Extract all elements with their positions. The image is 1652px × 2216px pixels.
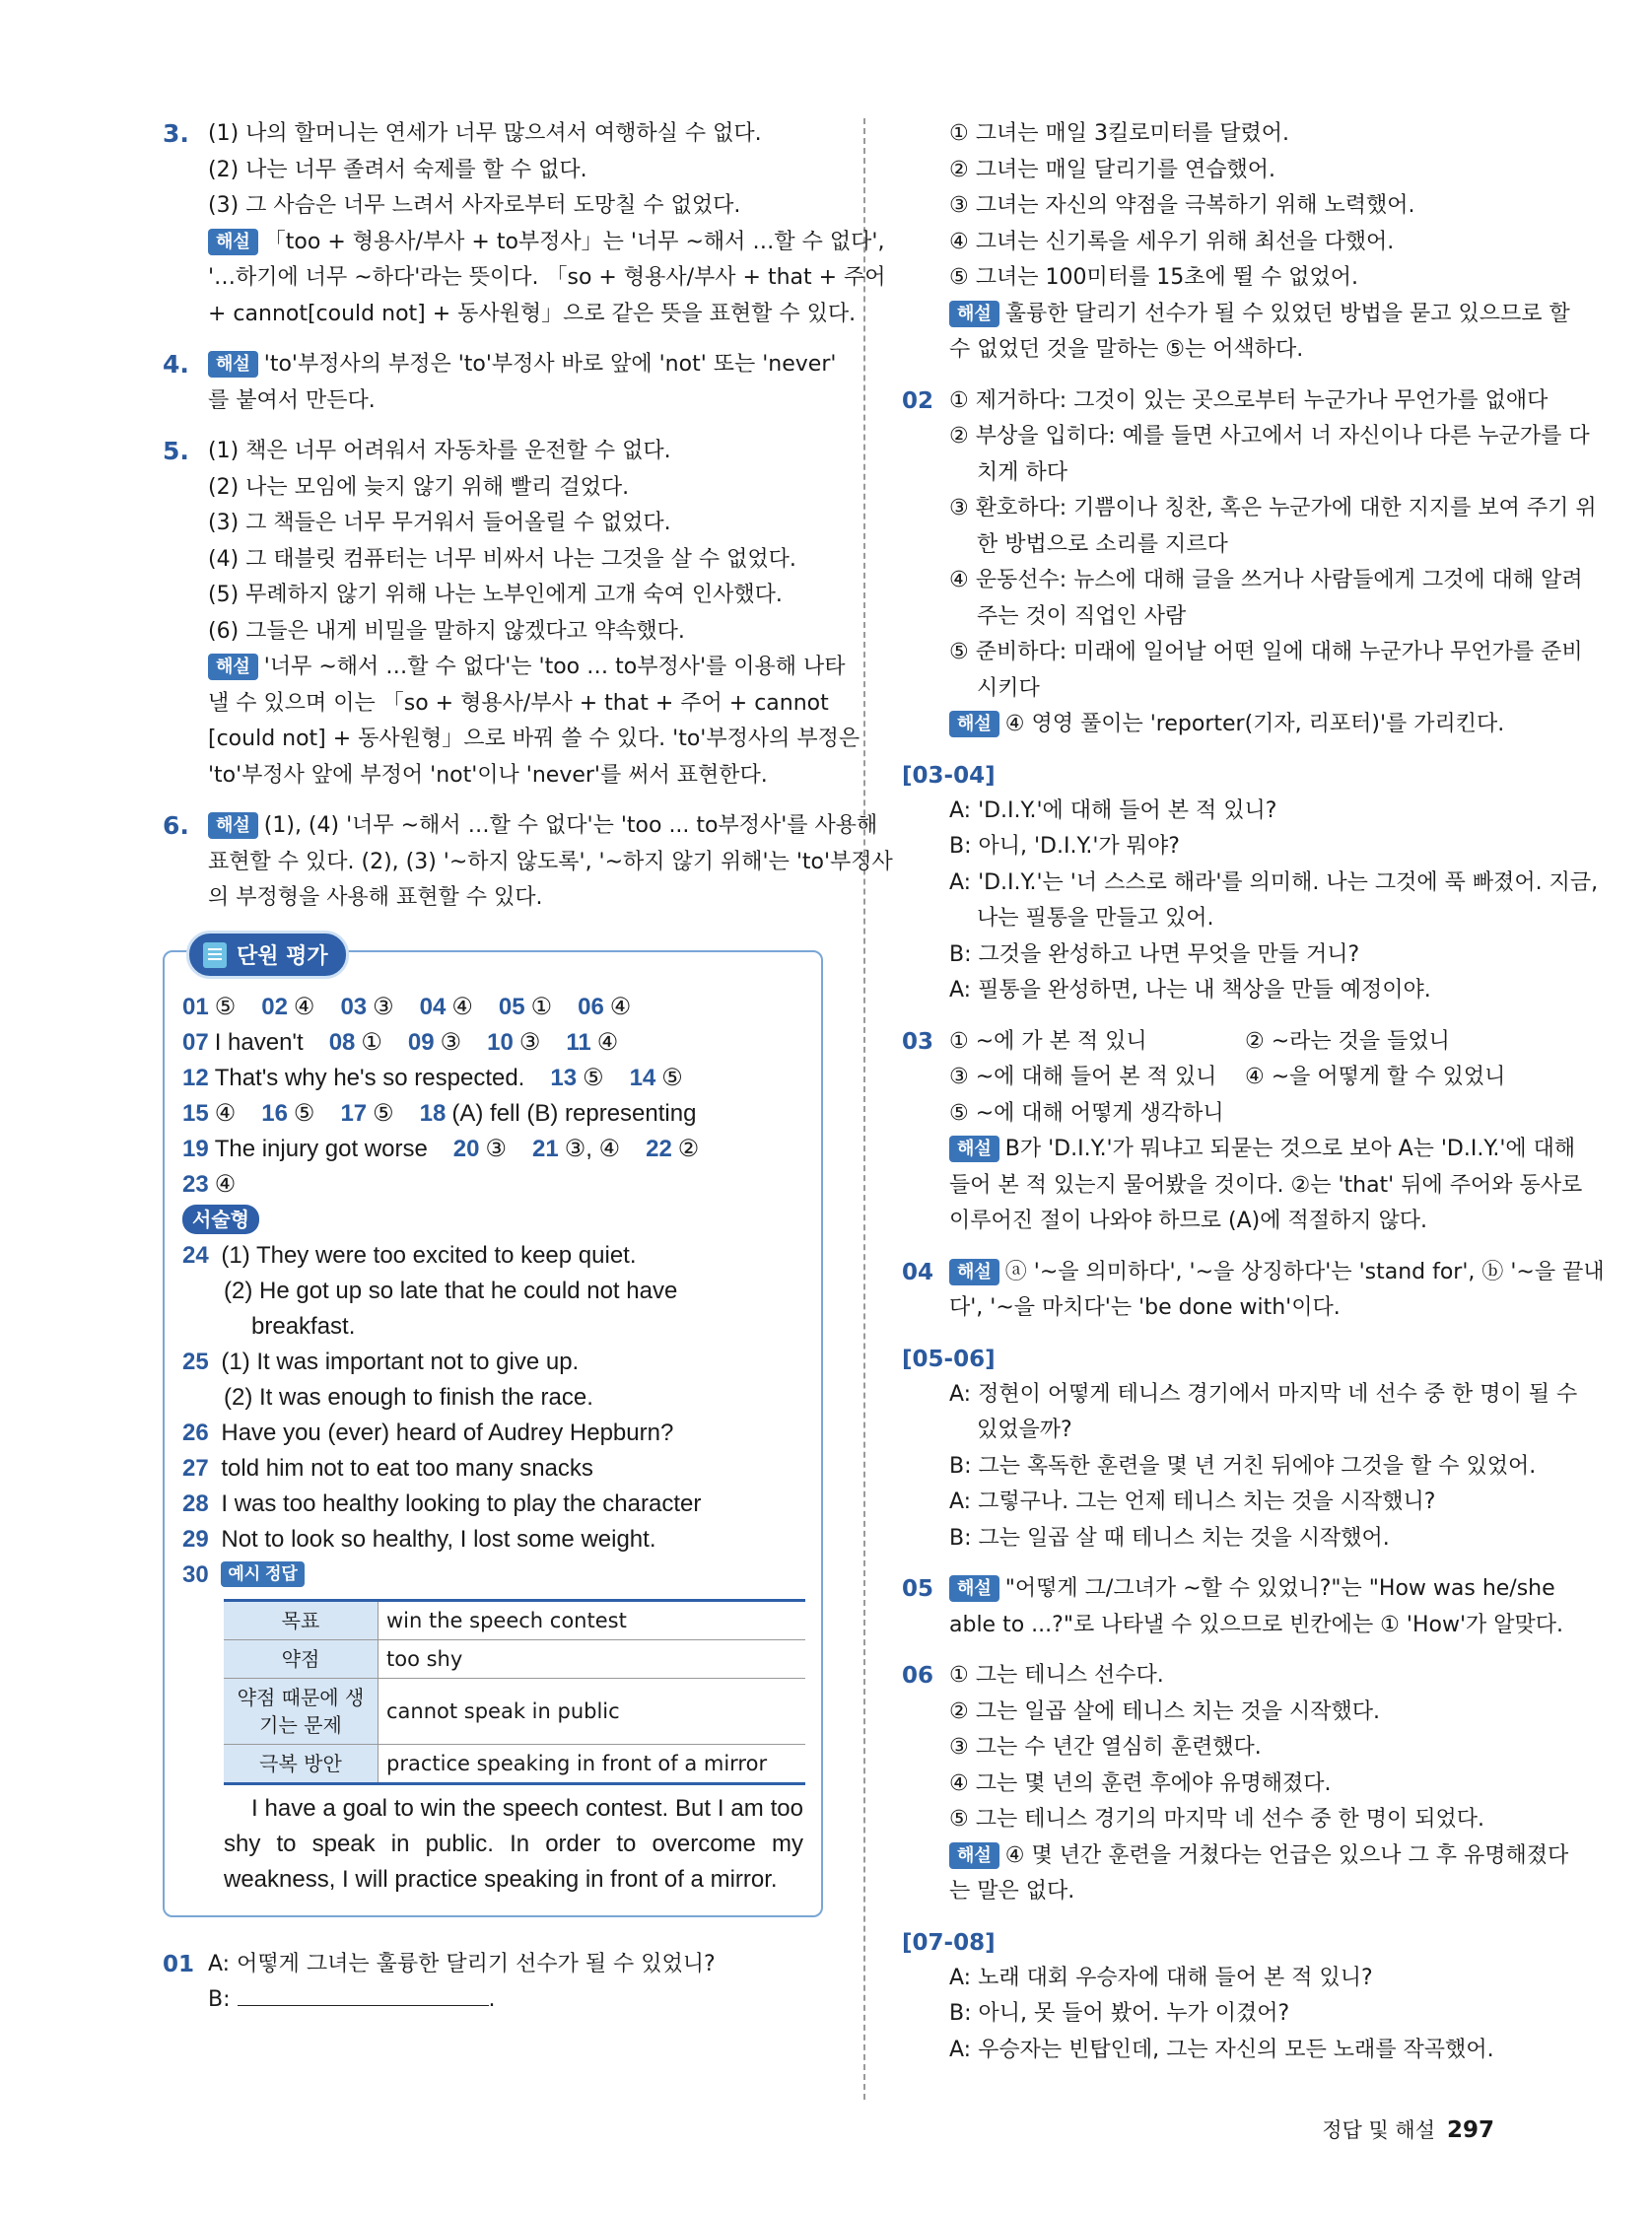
- answer-number: 06: [578, 993, 604, 1020]
- answer-number: 17: [340, 1099, 368, 1127]
- explanation-text: 「too + 형용사/부사 + to부정사」는 '너무 ~해서 …할 수 없다',: [263, 229, 885, 254]
- option: ④ 그는 몇 년의 훈련 후에야 유명해졌다.: [949, 1770, 1332, 1796]
- explanation-badge: 해설: [208, 351, 258, 378]
- answer-number: 08: [328, 1028, 356, 1056]
- answer-value: I haven't: [214, 1028, 304, 1056]
- answer-28: 28 I was too healthy looking to play the character: [182, 1489, 702, 1517]
- question-number: 04: [902, 1259, 934, 1285]
- answer-number: 04: [419, 993, 447, 1020]
- explanation-text: 표현할 수 있다. (2), (3) '~하지 않도록', '~하지 않기 위해'는 'to'부정사: [208, 849, 893, 874]
- option: ① ~에 가 본 적 있니: [949, 1028, 1147, 1054]
- dialog-line: 나는 필통을 만들고 있어.: [977, 906, 1214, 931]
- answer-number: 02: [261, 993, 288, 1020]
- explanation-badge: 해설: [949, 1575, 999, 1602]
- explanation-text: ⓐ '~을 의미하다', '~을 상징하다'는 'stand for', ⓑ '~을 끝내: [1004, 1259, 1605, 1284]
- answer-30: 30 예시 정답: [182, 1558, 803, 1593]
- option: ⑤ 준비하다: 미래에 일어날 어떤 일에 대해 누군가나 무언가를 준비: [949, 640, 1583, 664]
- answer-value: ⑤: [583, 1064, 604, 1091]
- answer-line: (6) 그들은 내게 비밀을 말하지 않겠다고 약속했다.: [208, 618, 685, 644]
- answer-27: 27 told him not to eat too many snacks: [182, 1454, 593, 1482]
- goal-table: [224, 1599, 805, 1785]
- answer-value: ⑤: [293, 1099, 315, 1127]
- dialog-line: B: 아니, 못 들어 봤어. 누가 이겼어?: [949, 2001, 1290, 2026]
- essay-label: 서술형: [182, 1205, 259, 1234]
- footer-label: 정답 및 해설: [1322, 2118, 1435, 2142]
- dialog-line: A: 'D.I.Y.'는 '너 스스로 해라'를 의미해. 나는 그것에 푹 빠졌어. 지금,: [949, 869, 1599, 895]
- question-01-options: [902, 116, 1572, 369]
- option: ③ 그녀는 자신의 약점을 극복하기 위해 노력했어.: [949, 193, 1415, 218]
- explanation-text: [could not] + 동사원형」으로 바꿔 쓸 수 있다. 'to'부정사의 부정은: [208, 727, 860, 751]
- explanation-text: 수 없었던 것을 말하는 ⑤는 어색하다.: [949, 337, 1304, 362]
- question-number: 6.: [163, 811, 189, 840]
- option: ③ 환호하다: 기쁨이나 칭찬, 혹은 누군가에 대한 지지를 보여 주기 위: [949, 496, 1597, 520]
- dialog-line: A: 필통을 완성하면, 나는 내 책상을 만들 예정이야.: [949, 978, 1431, 1003]
- answer-line: (1) 책은 너무 어려워서 자동차를 운전할 수 없다.: [208, 439, 671, 463]
- answer-line: (3) 그 책들은 너무 무거워서 들어올릴 수 없었다.: [208, 511, 671, 535]
- dialog-line: B: 그것을 완성하고 나면 무엇을 만들 거니?: [949, 941, 1360, 967]
- explanation-text: + cannot[could not] + 동사원형」으로 같은 뜻을 표현할 수 있다.: [208, 301, 857, 326]
- answer-number: 09: [407, 1028, 435, 1056]
- answer-25: 25 (1) It was important not to give up.: [182, 1348, 580, 1375]
- answer-line: (1) 나의 할머니는 연세가 너무 많으셔서 여행하실 수 없다.: [208, 121, 762, 146]
- option: ① 그녀는 매일 3킬로미터를 달렸어.: [949, 121, 1289, 146]
- dialog-07-08: [902, 1925, 1572, 2069]
- section-head: [03-04]: [902, 762, 996, 789]
- option: ② 그녀는 매일 달리기를 연습했어.: [949, 157, 1275, 182]
- answer-value: ③, ④: [564, 1135, 621, 1162]
- example-answer-badge: 예시 정답: [221, 1561, 304, 1587]
- question-04: [902, 1255, 1605, 1327]
- dialog-line: A: 어떻게 그녀는 훌륭한 달리기 선수가 될 수 있었니?: [208, 1951, 716, 1976]
- answer-row: [182, 1061, 803, 1096]
- answer-number: 10: [487, 1028, 514, 1056]
- option: ② 그는 일곱 살에 테니스 치는 것을 시작했다.: [949, 1698, 1380, 1724]
- question-6: [163, 808, 893, 917]
- question-06: [902, 1658, 1572, 1910]
- explanation-text: ④ 몇 년간 훈련을 거쳤다는 언급은 있으나 그 후 유명해졌다: [1004, 1842, 1569, 1868]
- answer-value: ②: [677, 1135, 700, 1162]
- explanation-text: 의 부정형을 사용해 표현할 수 있다.: [208, 885, 543, 910]
- table-row: 극복 방안 practice speaking in front of a mirror: [224, 1744, 805, 1783]
- right-column: [902, 116, 1605, 2083]
- unit-evaluation-box: [163, 943, 823, 1917]
- answer-row: [182, 990, 803, 1025]
- answer-number: 05: [498, 993, 525, 1020]
- dialog-line: A: 정현이 어떻게 테니스 경기에서 마지막 네 선수 중 한 명이 될 수: [949, 1381, 1578, 1407]
- answer-value: ③: [485, 1135, 508, 1162]
- answer-key: [182, 990, 803, 1203]
- option: ④ 그녀는 신기록을 세우기 위해 최선을 다했어.: [949, 229, 1395, 254]
- answer-value: (A) fell (B) representing: [451, 1099, 697, 1127]
- answer-value: ①: [530, 993, 553, 1020]
- table-row: 약점 too shy: [224, 1639, 805, 1678]
- explanation-text: 는 말은 없다.: [949, 1879, 1075, 1904]
- answer-number: 20: [452, 1135, 480, 1162]
- answer-value: ⑤: [661, 1064, 683, 1091]
- question-4: [163, 347, 837, 419]
- explanation-text: 다', '~을 마치다'는 'be done with'이다.: [949, 1295, 1341, 1320]
- example-paragraph: I have a goal to win the speech contest. But I am too shy to speak in public. In order to overcome my weakness, I will practice speaking in front of a mirror.: [224, 1794, 803, 1893]
- answer-value: ③: [440, 1028, 462, 1056]
- answer-value: That's why he's so respected.: [214, 1064, 525, 1091]
- dialog-05-06: [902, 1342, 1578, 1558]
- answer-value: The injury got worse: [214, 1135, 428, 1162]
- answer-number: 11: [566, 1028, 591, 1056]
- answer-value: ④: [609, 993, 632, 1020]
- explanation-badge: 해설: [949, 711, 999, 737]
- explanation-text: "어떻게 그/그녀가 ~할 수 있었니?"는 "How was he/she: [1004, 1576, 1555, 1601]
- answer-number: 23: [182, 1170, 209, 1198]
- question-5: [163, 434, 860, 794]
- answer-24: 24 (1) They were too excited to keep quiet.: [182, 1241, 637, 1269]
- explanation-badge: 해설: [208, 812, 258, 839]
- explanation-badge: 해설: [208, 654, 258, 680]
- answer-line: (2) 나는 모임에 늦지 않기 위해 빨리 걸었다.: [208, 474, 630, 500]
- column-divider: [863, 118, 865, 2100]
- explanation-badge: 해설: [208, 229, 258, 255]
- question-number: 06: [902, 1663, 934, 1689]
- option-cont: 한 방법으로 소리를 지르다: [977, 531, 1228, 557]
- answer-value: ⑤: [373, 1099, 394, 1127]
- answer-number: 12: [182, 1064, 209, 1091]
- explanation-text: '…하기에 너무 ~하다'라는 뜻이다. 「so + 형용사/부사 + that + 주어: [208, 265, 886, 290]
- left-column: [163, 116, 893, 2034]
- option: ④ 운동선수: 뉴스에 대해 글을 쓰거나 사람들에게 그것에 대해 알려: [949, 568, 1583, 592]
- question-02: [902, 383, 1597, 743]
- option: ① 제거하다: 그것이 있는 곳으로부터 누군가나 무언가를 없애다: [949, 387, 1549, 413]
- question-number: 5.: [163, 437, 189, 465]
- explanation-text: '너무 ~해서 …할 수 없다'는 'too … to부정사'를 이용해 나타: [263, 655, 846, 679]
- question-05: [902, 1571, 1572, 1643]
- answer-number: 13: [550, 1064, 578, 1091]
- explanation-badge: 해설: [949, 1842, 999, 1869]
- option: ⑤ 그는 테니스 경기의 마지막 네 선수 중 한 명이 되었다.: [949, 1807, 1484, 1832]
- explanation-badge: 해설: [949, 1136, 999, 1162]
- explanation-badge: 해설: [949, 1259, 999, 1285]
- dialog-line: A: 노래 대회 우승자에 대해 들어 본 적 있니?: [949, 1965, 1373, 1990]
- answer-value: ③: [373, 993, 394, 1020]
- explanation-text: 훌륭한 달리기 선수가 될 수 있었던 방법을 묻고 있으므로 할: [1004, 301, 1570, 326]
- option: ② ~라는 것을 들었니: [1245, 1028, 1450, 1054]
- option-cont: 주는 것이 직업인 사람: [977, 603, 1187, 629]
- explanation-text: 낼 수 있으며 이는 「so + 형용사/부사 + that + 주어 + cannot: [208, 690, 829, 716]
- answer-26: 26 Have you (ever) heard of Audrey Hepburn?: [182, 1419, 674, 1446]
- answer-value: ④: [214, 1099, 237, 1127]
- answer-row: [182, 1167, 803, 1203]
- option: ③ ~에 대해 들어 본 적 있니: [949, 1065, 1217, 1089]
- answer-value: ①: [361, 1028, 382, 1056]
- dialog-line: 있었을까?: [977, 1418, 1072, 1442]
- question-number: 03: [902, 1028, 934, 1055]
- answer-number: 03: [340, 993, 368, 1020]
- answer-value: ④: [451, 993, 473, 1020]
- dialog-line: A: 우승자는 빈탑인데, 그는 자신의 모든 노래를 작곡했어.: [949, 2037, 1494, 2062]
- option: ① 그는 테니스 선수다.: [949, 1663, 1164, 1688]
- answer-value: ⑤: [214, 993, 237, 1020]
- answer-number: 15: [182, 1099, 209, 1127]
- question-number: 02: [902, 387, 934, 414]
- answer-row: [182, 1025, 803, 1061]
- explanation-text: 이루어진 절이 나와야 하므로 (A)에 적절하지 않다.: [949, 1209, 1427, 1233]
- explanation-text: 들어 본 적 있는지 물어봤을 것이다. ②는 'that' 뒤에 주어와 동사로: [949, 1172, 1583, 1198]
- section-head: [05-06]: [902, 1346, 996, 1372]
- answer-value: ③: [518, 1028, 541, 1056]
- explanation-text: ④ 영영 풀이는 'reporter(기자, 리포터)'를 가리킨다.: [1004, 712, 1505, 736]
- section-head: [07-08]: [902, 1929, 996, 1956]
- page-number: 297: [1446, 2117, 1494, 2143]
- answer-24-2b: breakfast.: [251, 1312, 356, 1340]
- answer-blank: [238, 2005, 489, 2006]
- answer-value: ④: [596, 1028, 619, 1056]
- dialog-line: A: 'D.I.Y.'에 대해 들어 본 적 있니?: [949, 797, 1277, 823]
- dialog-03-04: [902, 758, 1599, 1009]
- answer-row: [182, 1096, 803, 1132]
- answer-29: 29 Not to look so healthy, I lost some weight.: [182, 1525, 656, 1553]
- option-cont: 시키다: [977, 675, 1040, 701]
- dialog-line: B: 그는 혹독한 훈련을 몇 년 거친 뒤에야 그것을 할 수 있었어.: [949, 1453, 1537, 1479]
- answer-number: 21: [532, 1135, 559, 1162]
- clipboard-icon: [203, 942, 227, 968]
- answer-value: ④: [293, 993, 315, 1020]
- answer-line: (3) 그 사슴은 너무 느려서 사자로부터 도망칠 수 없었다.: [208, 193, 741, 218]
- explanation-text: B가 'D.I.Y.'가 뭐냐고 되묻는 것으로 보아 A는 'D.I.Y.'에 대해: [1004, 1137, 1576, 1161]
- option: ⑤ 그녀는 100미터를 15초에 뛸 수 없었어.: [949, 265, 1358, 290]
- dialog-line: A: 그렇구나. 그는 언제 테니스 치는 것을 시작했니?: [949, 1489, 1436, 1514]
- dialog-line: B: 그는 일곱 살 때 테니스 치는 것을 시작했어.: [949, 1525, 1390, 1551]
- answer-number: 16: [261, 1099, 288, 1127]
- answer-25-2: (2) It was enough to finish the race.: [224, 1383, 593, 1411]
- table-row: 약점 때문에 생기는 문제 cannot speak in public: [224, 1678, 805, 1744]
- explanation-text: 를 붙여서 만든다.: [208, 387, 376, 413]
- option-cont: 치게 하다: [977, 459, 1068, 485]
- question-number: 01: [163, 1951, 195, 1977]
- option: ⑤ ~에 대해 어떻게 생각하니: [949, 1100, 1224, 1126]
- unit-evaluation-title: 단원 평가: [186, 931, 349, 979]
- answer-line: (4) 그 태블릿 컴퓨터는 너무 비싸서 나는 그것을 살 수 없었다.: [208, 546, 796, 572]
- explanation-text: 'to'부정사 앞에 부정어 'not'이나 'never'를 써서 표현한다.: [208, 762, 768, 788]
- question-01: 01 A: 어떻게 그녀는 훌륭한 달리기 선수가 될 수 있었니? B: .: [163, 1947, 828, 2019]
- answer-row: [182, 1132, 803, 1167]
- answer-24-2: (2) He got up so late that he could not have: [224, 1277, 678, 1304]
- explanation-text: able to ...?"로 나타낼 수 있으므로 빈칸에는 ① 'How'가 알맞다.: [949, 1612, 1563, 1637]
- answer-line: (2) 나는 너무 졸려서 숙제를 할 수 없다.: [208, 157, 587, 182]
- table-row: 목표 win the speech contest: [224, 1600, 805, 1639]
- question-number: 4.: [163, 350, 189, 379]
- explanation-badge: 해설: [949, 301, 999, 327]
- explanation-text: 'to'부정사의 부정은 'to'부정사 바로 앞에 'not' 또는 'never': [263, 352, 837, 377]
- dialog-line: B:: [208, 1987, 231, 2012]
- answer-number: 01: [182, 993, 209, 1020]
- answer-value: ④: [214, 1170, 237, 1198]
- question-3: [163, 116, 886, 332]
- answer-number: 18: [419, 1099, 447, 1127]
- option: ② 부상을 입히다: 예를 들면 사고에서 너 자신이나 다른 누군가를 다: [949, 424, 1590, 449]
- question-number: 05: [902, 1576, 934, 1602]
- option: ③ 그는 수 년간 열심히 훈련했다.: [949, 1735, 1262, 1760]
- answer-number: 14: [629, 1064, 656, 1091]
- answer-line: (5) 무례하지 않기 위해 나는 노부인에게 고개 숙여 인사했다.: [208, 583, 783, 607]
- question-number: 3.: [163, 119, 189, 148]
- page-footer: [1322, 2114, 1494, 2144]
- answer-number: 19: [182, 1135, 209, 1162]
- question-03: [902, 1024, 1583, 1240]
- answer-number: 22: [646, 1135, 672, 1162]
- answer-number: 07: [182, 1028, 209, 1056]
- dialog-line: B: 아니, 'D.I.Y.'가 뭐야?: [949, 834, 1180, 859]
- option: ④ ~을 어떻게 할 수 있었니: [1245, 1065, 1506, 1089]
- explanation-text: (1), (4) '너무 ~해서 …할 수 없다'는 'too ... to부정사'를 사용해: [263, 813, 878, 838]
